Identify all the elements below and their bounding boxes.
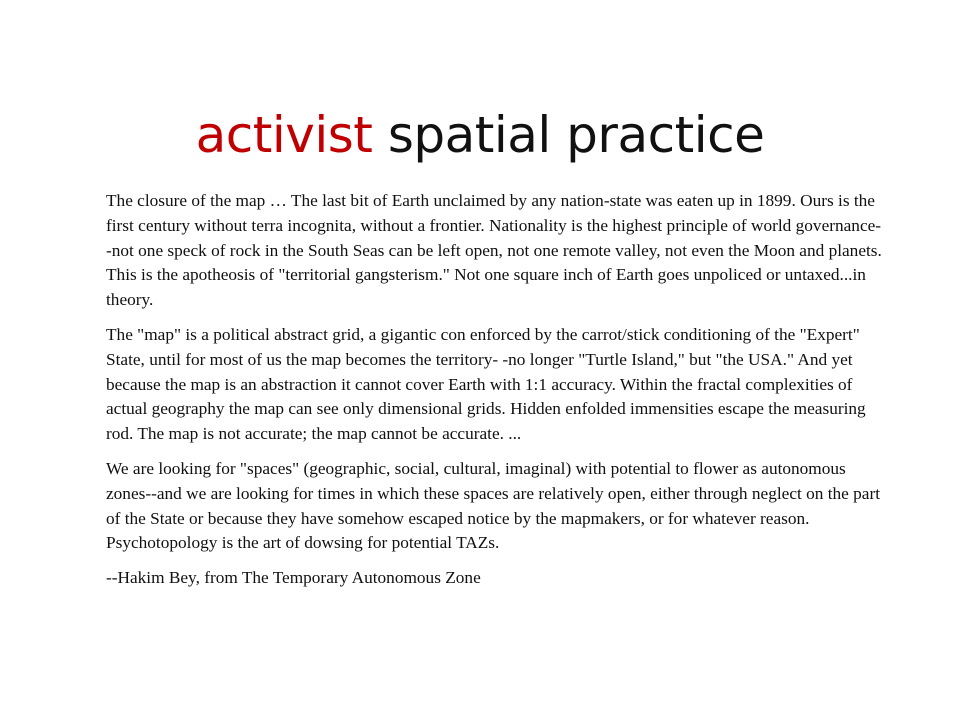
paragraph-map-abstract-grid: The "map" is a political abstract grid, a gigantic con enforced by the carrot/stick conditioning of the "Expert" State, until for most of us the map becomes the territory- -no longer "Turtle Island," but "the USA." And yet because the map is an abstraction it cannot cover Earth with 1:1 accuracy. Within the fractal complexities of actual geography the map can see only dimensional grids. Hidden enfolded immensities escape the measuring rod. The map is not accurate; the map cannot be accurate. ... <box>106 324 866 444</box>
quote-attribution: --Hakim Bey, from The Temporary Autonomous Zone <box>106 568 481 588</box>
title-accent-word: activist <box>195 105 373 164</box>
paragraph-closure-of-map: The closure of the map … The last bit of Earth unclaimed by any nation-state was eaten up in 1899. Ours is the first century without terra incognita, without a frontier. Nationality is the highest principle of world governance--not one speck of rock in the South Seas can be left open, not one remote valley, not even the Moon and planets. This is the apotheosis of "territorial gangsterism." Not one square inch of Earth goes unpoliced or untaxed...in theory. <box>106 191 882 310</box>
paragraph-looking-for-spaces: We are looking for "spaces" (geographic, social, cultural, imaginal) with potential to flower as autonomous zones--and we are looking for times in which these spaces are relatively open, either through neglect on the part of the State or because they have somehow escaped notice by the mapmakers, or for whatever reason. Psychotopology is the art of dowsing for potential TAZs. <box>106 458 881 553</box>
title-rest: spatial practice <box>387 105 765 164</box>
quote-body <box>106 189 886 601</box>
slide-title <box>0 102 960 168</box>
